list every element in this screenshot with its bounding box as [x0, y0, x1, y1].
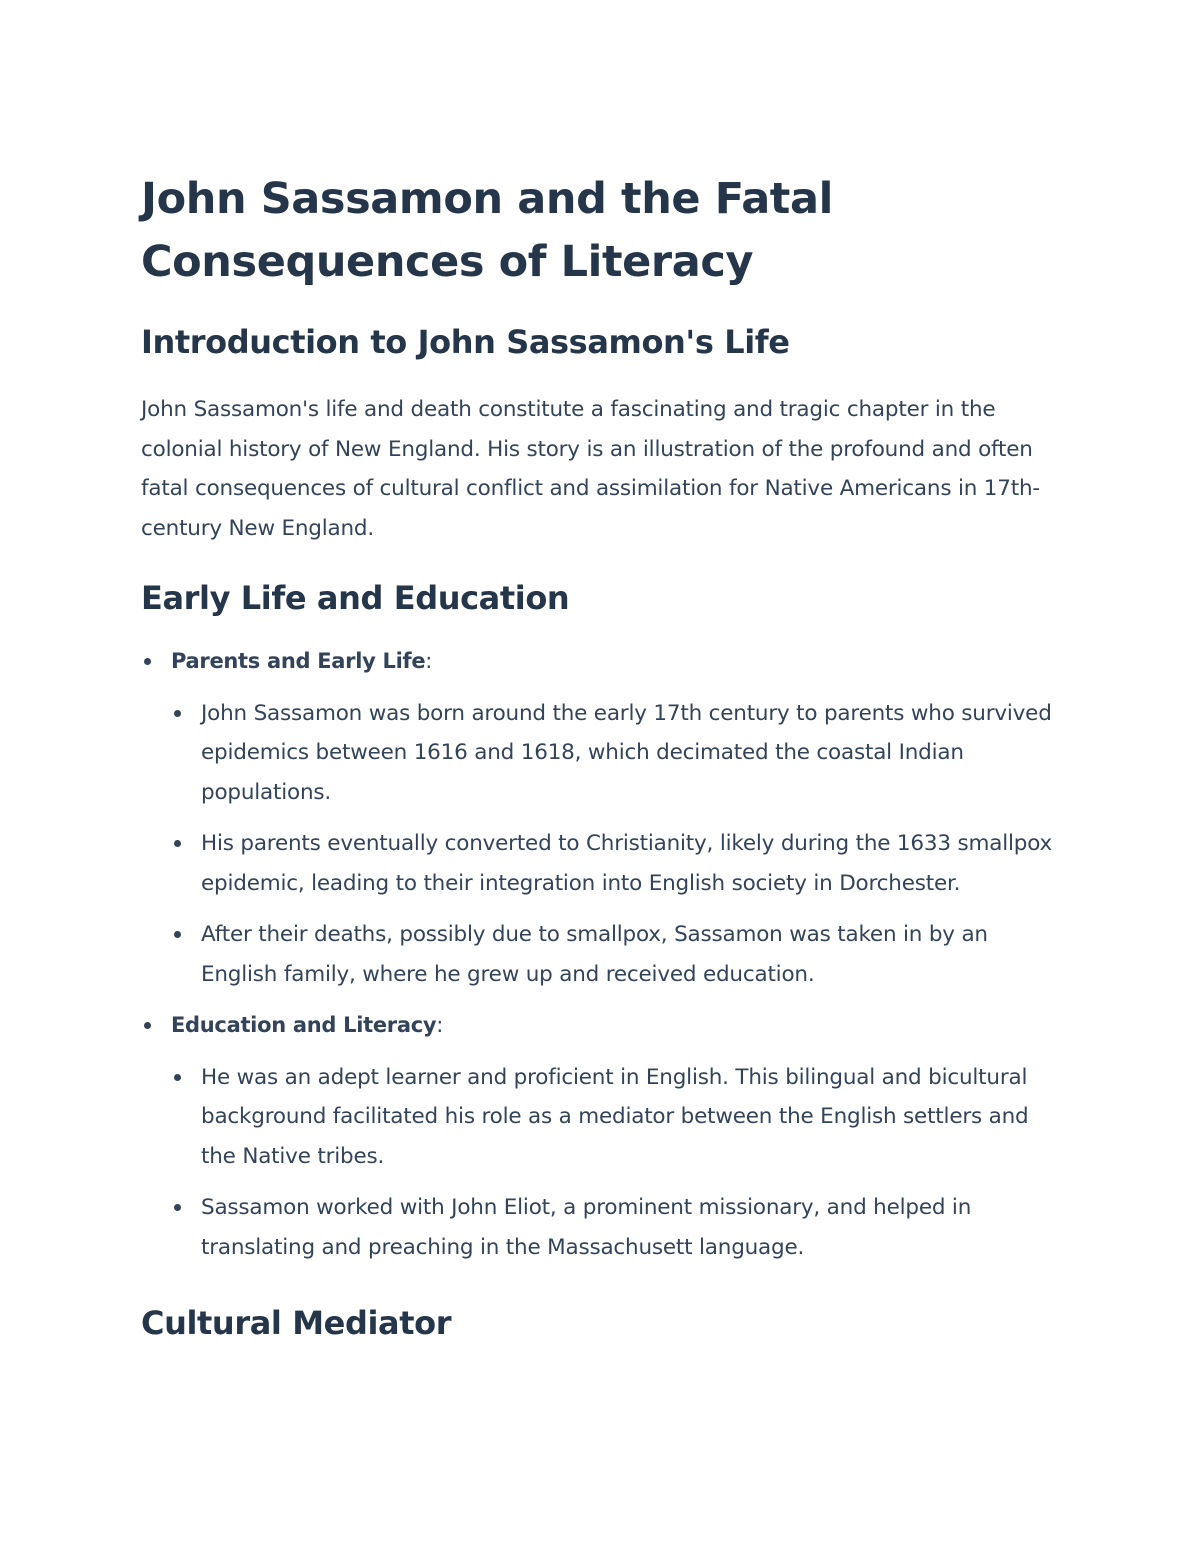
- list-item-label: Parents and Early Life: [171, 649, 426, 673]
- list-item-text: He was an adept learner and proficient in English. This bilingual and bicultural background facilitated his role as a mediator between the English settlers and the Native tribes.: [201, 1064, 1029, 1169]
- section-heading-introduction: Introduction to John Sassamon's Life: [141, 323, 790, 361]
- section-heading-cultural-mediator: Cultural Mediator: [141, 1304, 452, 1342]
- list-item-education-literacy: [141, 1006, 1061, 1267]
- intro-paragraph: John Sassamon's life and death constitute a fascinating and tragic chapter in the colonial history of New England. His story is an illustration of the profound and often fatal consequences of cultural conflict and assimilation for Native Americans in 17th-century New England.: [141, 397, 1040, 541]
- list-item-heading: Parents and Early Life:: [171, 649, 433, 673]
- bullet-icon: [144, 1022, 151, 1029]
- list-item-text: John Sassamon was born around the early 17th century to parents who survived epidemics between 1616 and 1618, which decimated the coastal Indian populations.: [201, 700, 1052, 805]
- list-item: [171, 1058, 1061, 1177]
- list-item: [171, 824, 1061, 903]
- sub-list: [171, 1058, 1061, 1268]
- bullet-icon: [174, 840, 181, 847]
- list-item-text: Sassamon worked with John Eliot, a prominent missionary, and helped in translating and preaching in the Massachusett language.: [201, 1195, 972, 1260]
- list-item: [171, 1188, 1061, 1267]
- early-life-list: [141, 642, 1061, 1267]
- list-item-text: After their deaths, possibly due to smallpox, Sassamon was taken in by an English family, where he grew up and received education.: [201, 922, 988, 987]
- section-heading-early-life: Early Life and Education: [141, 579, 570, 617]
- bullet-icon: [174, 1204, 181, 1211]
- document-title: John Sassamon and the Fatal Consequences of Literacy: [141, 174, 833, 287]
- bullet-icon: [174, 710, 181, 717]
- list-item: [171, 694, 1061, 813]
- bullet-icon: [144, 658, 151, 665]
- list-item-label: Education and Literacy: [171, 1013, 437, 1037]
- list-item: [171, 915, 1061, 994]
- bullet-icon: [174, 1074, 181, 1081]
- sub-list: [171, 694, 1061, 995]
- list-item-heading: Education and Literacy:: [171, 1013, 444, 1037]
- bullet-icon: [174, 931, 181, 938]
- document-page: [141, 168, 1061, 1345]
- list-item-text: His parents eventually converted to Christianity, likely during the 1633 smallpox epidemic, leading to their integration into English society in Dorchester.: [201, 831, 1053, 896]
- list-item-parents-early-life: [141, 642, 1061, 994]
